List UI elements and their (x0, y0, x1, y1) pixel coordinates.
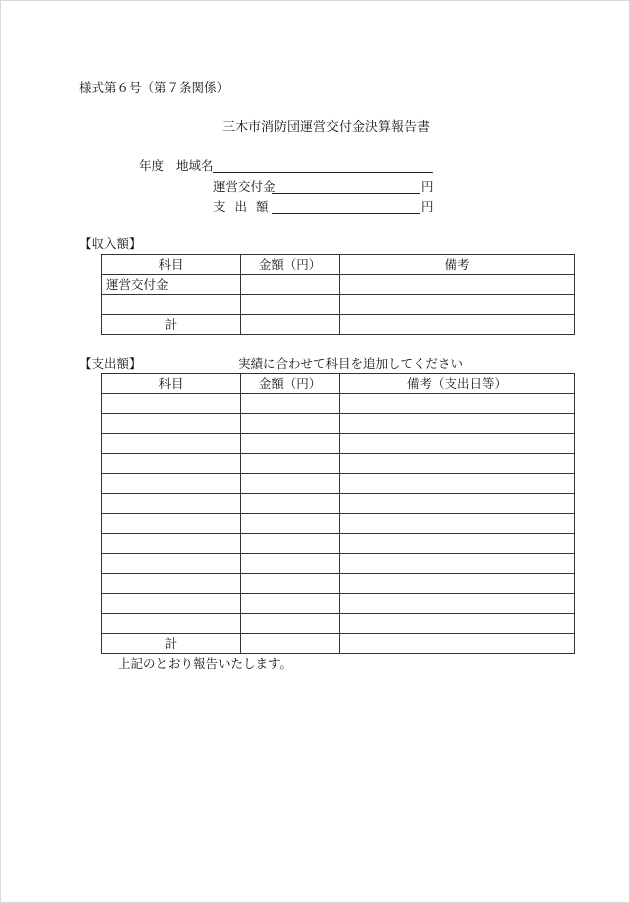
expense-total-remarks[interactable] (340, 634, 575, 654)
expense-amount-cell[interactable] (241, 594, 340, 614)
expense-amount-cell[interactable] (241, 394, 340, 414)
expense-remarks-cell[interactable] (340, 454, 575, 474)
income-total-row (102, 315, 575, 335)
expense-header-row (102, 374, 575, 394)
expense-amount-cell[interactable] (241, 554, 340, 574)
income-total-label: 計 (102, 315, 241, 335)
income-col-amount: 金額（円） (241, 255, 340, 275)
closing-statement: 上記のとおり報告いたします。 (118, 656, 293, 671)
expense-amount-cell[interactable] (241, 534, 340, 554)
expense-remarks-cell[interactable] (340, 474, 575, 494)
table-row (102, 554, 575, 574)
expense-item-cell[interactable] (102, 494, 241, 514)
expense-remarks-cell[interactable] (340, 554, 575, 574)
table-row (102, 434, 575, 454)
expense-total-row (102, 634, 575, 654)
year-label: 年度 (139, 158, 165, 173)
expense-amount-cell[interactable] (241, 514, 340, 534)
expense-item-cell[interactable] (102, 434, 241, 454)
expense-amount-cell[interactable] (241, 494, 340, 514)
page-title: 三木市消防団運営交付金決算報告書 (222, 120, 431, 135)
income-amount-cell[interactable] (241, 275, 340, 295)
expense-item-cell[interactable] (102, 474, 241, 494)
table-row (102, 494, 575, 514)
expense-col-remarks: 備考（支出日等） (340, 374, 575, 394)
expense-heading: 【支出額】 (79, 356, 142, 371)
expense-item-cell[interactable] (102, 574, 241, 594)
expense-item-cell[interactable] (102, 594, 241, 614)
expense-note: 実績に合わせて科目を追加してください (238, 356, 464, 371)
table-row (102, 574, 575, 594)
form-number: 様式第６号（第７条関係） (79, 80, 230, 95)
expense-unit: 円 (421, 199, 434, 214)
expense-field-line[interactable] (272, 213, 420, 214)
expense-item-cell[interactable] (102, 454, 241, 474)
income-amount-cell[interactable] (241, 295, 340, 315)
table-row (102, 594, 575, 614)
income-remarks-cell[interactable] (340, 275, 575, 295)
expense-total-amount[interactable] (241, 634, 340, 654)
expense-remarks-cell[interactable] (340, 534, 575, 554)
income-header-row (102, 255, 575, 275)
income-heading: 【収入額】 (79, 236, 142, 251)
expense-remarks-cell[interactable] (340, 394, 575, 414)
expense-col-amount: 金額（円） (241, 374, 340, 394)
table-row (102, 414, 575, 434)
region-field-line[interactable] (213, 172, 433, 173)
table-row (102, 275, 575, 295)
expense-remarks-cell[interactable] (340, 494, 575, 514)
table-row (102, 394, 575, 414)
expense-remarks-cell[interactable] (340, 614, 575, 634)
table-row (102, 614, 575, 634)
expense-amount-cell[interactable] (241, 574, 340, 594)
expense-total-label: 計 (102, 634, 241, 654)
income-col-remarks: 備考 (340, 255, 575, 275)
subsidy-field-line[interactable] (272, 193, 420, 194)
region-label: 地域名 (176, 158, 214, 173)
expense-item-cell[interactable] (102, 394, 241, 414)
expense-amount-cell[interactable] (241, 474, 340, 494)
table-row (102, 514, 575, 534)
table-row (102, 534, 575, 554)
expense-remarks-cell[interactable] (340, 434, 575, 454)
income-table (101, 254, 575, 335)
income-item-cell: 運営交付金 (102, 275, 241, 295)
expense-remarks-cell[interactable] (340, 514, 575, 534)
expense-remarks-cell[interactable] (340, 414, 575, 434)
income-total-remarks[interactable] (340, 315, 575, 335)
expense-amount-cell[interactable] (241, 434, 340, 454)
expense-remarks-cell[interactable] (340, 594, 575, 614)
subsidy-unit: 円 (421, 179, 434, 194)
subsidy-label: 運営交付金 (213, 179, 276, 194)
expense-item-cell[interactable] (102, 554, 241, 574)
expense-total-label: 支出額 (213, 199, 278, 214)
expense-amount-cell[interactable] (241, 414, 340, 434)
expense-item-cell[interactable] (102, 534, 241, 554)
expense-amount-cell[interactable] (241, 614, 340, 634)
expense-item-cell[interactable] (102, 414, 241, 434)
table-row (102, 295, 575, 315)
expense-table (101, 373, 575, 654)
income-total-amount[interactable] (241, 315, 340, 335)
income-remarks-cell[interactable] (340, 295, 575, 315)
table-row (102, 474, 575, 494)
income-item-cell[interactable] (102, 295, 241, 315)
table-row (102, 454, 575, 474)
expense-remarks-cell[interactable] (340, 574, 575, 594)
income-col-item: 科目 (102, 255, 241, 275)
expense-col-item: 科目 (102, 374, 241, 394)
expense-item-cell[interactable] (102, 514, 241, 534)
expense-amount-cell[interactable] (241, 454, 340, 474)
expense-item-cell[interactable] (102, 614, 241, 634)
